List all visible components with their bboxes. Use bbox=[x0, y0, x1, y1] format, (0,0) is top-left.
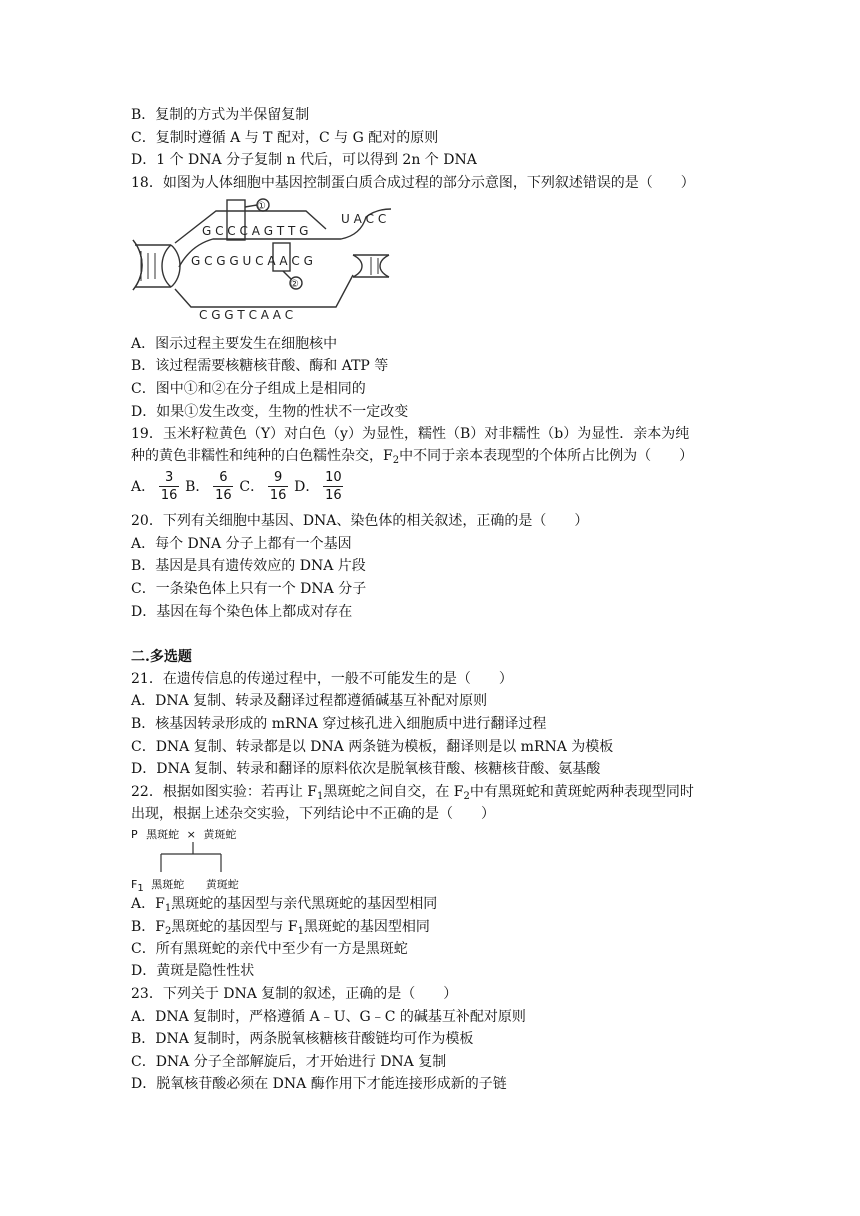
q17-option-d: D．1 个 DNA 分子复制 n 代后，可以得到 2n 个 DNA bbox=[131, 152, 477, 168]
q22-parent2: 黄斑蛇 bbox=[203, 828, 237, 841]
q18-transcription-diagram bbox=[131, 195, 396, 330]
q20-option-c: C．一条染色体上只有一个 DNA 分子 bbox=[131, 581, 367, 597]
q23-option-d: D．脱氧核苷酸必须在 DNA 酶作用下才能连接形成新的子链 bbox=[131, 1076, 507, 1092]
q22-option-d: D．黄斑是隐性性状 bbox=[131, 963, 255, 979]
q21-option-b: B．核基因转录形成的 mRNA 穿过核孔进入细胞质中进行翻译过程 bbox=[131, 716, 547, 732]
q18-option-d: D．如果①发生改变，生物的性状不一定改变 bbox=[131, 404, 409, 420]
q23-option-b: B．DNA 复制时，两条脱氧核糖核苷酸链均可作为模板 bbox=[131, 1031, 474, 1047]
q19-options bbox=[131, 466, 349, 506]
q22-option-c: C．所有黑斑蛇的亲代中至少有一方是黑斑蛇 bbox=[131, 941, 408, 957]
q18-bottom-strand: C G G T C A A C bbox=[199, 308, 294, 322]
q18-stem: 18．如图为人体细胞中基因控制蛋白质合成过程的部分示意图，下列叙述错误的是（ ） bbox=[131, 175, 695, 191]
q18-option-b: B．该过程需要核糖核苷酸、酶和 ATP 等 bbox=[131, 358, 389, 374]
q22-p-label: P bbox=[131, 828, 138, 841]
q18-top-strand: G C C C A G T T G bbox=[202, 224, 309, 238]
q23-option-c: C．DNA 分子全部解旋后，才开始进行 DNA 复制 bbox=[131, 1054, 447, 1070]
q22-cross-lines bbox=[131, 840, 241, 874]
q22-option-b: B．$F_2$黑斑蛇的基因型与 $F_1$黑斑蛇的基因型相同 bbox=[131, 919, 430, 937]
q20-option-a: A．每个 DNA 分子上都有一个基因 bbox=[131, 536, 352, 552]
q18-top-tail: U A C C bbox=[341, 212, 387, 226]
section-heading: 二.多选题 bbox=[131, 649, 192, 665]
q19-option-b-label: B． bbox=[185, 479, 210, 495]
q17-option-b: B．复制的方式为半保留复制 bbox=[131, 107, 310, 123]
q18-option-c: C．图中①和②在分子组成上是相同的 bbox=[131, 381, 366, 397]
q22-stem-line1: 22．根据如图实验：若再让 $F_1$黑斑蛇之间自交，在 $F_2$中有黑斑蛇和黄斑蛇两种表现型同时 bbox=[131, 784, 694, 802]
q22-child1: 黑斑蛇 bbox=[151, 878, 185, 891]
q19-option-c-fraction: $\frac{9}{16}$ bbox=[269, 469, 287, 503]
q22-f1-label: $F_1$ bbox=[131, 878, 144, 894]
q18-marker-1: ① bbox=[257, 201, 266, 212]
q19-option-d-label: D． bbox=[294, 479, 320, 495]
q21-option-a: A．DNA 复制、转录及翻译过程都遵循碱基互补配对原则 bbox=[131, 693, 488, 709]
q17-option-c: C．复制时遵循 A 与 T 配对，C 与 G 配对的原则 bbox=[131, 130, 439, 146]
q19-stem-line1: 19．玉米籽粒黄色（Y）对白色（y）为显性，糯性（B）对非糯性（b）为显性．亲本为纯 bbox=[131, 426, 690, 442]
q18-rna-strand: G C G G U C A A C G bbox=[191, 254, 313, 268]
q21-option-c: C．DNA 复制、转录都是以 DNA 两条链为模板，翻译则是以 mRNA 为模板 bbox=[131, 739, 614, 755]
q22-stem-line2: 出现，根据上述杂交实验，下列结论中不正确的是（ ） bbox=[131, 806, 495, 822]
q21-option-d: D．DNA 复制、转录和翻译的原料依次是脱氧核苷酸、核糖核苷酸、氨基酸 bbox=[131, 761, 601, 777]
q19-stem-line2: 种的黄色非糯性和纯种的白色糯性杂交，$F_2$中不同于亲本表现型的个体所占比例为（ ） bbox=[131, 448, 694, 466]
q20-stem: 20．下列有关细胞中基因、DNA、染色体的相关叙述，正确的是（ ） bbox=[131, 513, 589, 529]
q21-stem: 21．在遗传信息的传递过程中，一般不可能发生的是（ ） bbox=[131, 671, 513, 687]
q19-option-b-fraction: $\frac{6}{16}$ bbox=[215, 469, 232, 503]
q22-cross-symbol: × bbox=[186, 828, 196, 841]
q20-option-d: D．基因在每个染色体上都成对存在 bbox=[131, 604, 353, 620]
q22-cross-diagram bbox=[131, 826, 241, 892]
q23-option-a: A．DNA 复制时，严格遵循 A﹣U、G﹣C 的碱基互补配对原则 bbox=[131, 1009, 526, 1025]
q19-option-c-label: C． bbox=[239, 479, 265, 495]
q22-option-a: A．$F_1$黑斑蛇的基因型与亲代黑斑蛇的基因型相同 bbox=[131, 896, 438, 914]
q18-option-a: A．图示过程主要发生在细胞核中 bbox=[131, 336, 338, 352]
q23-stem: 23．下列关于 DNA 复制的叙述，正确的是（ ） bbox=[131, 986, 458, 1002]
q19-option-a-label: A． bbox=[131, 479, 156, 495]
q18-marker-2: ② bbox=[290, 279, 299, 290]
q20-option-b: B．基因是具有遗传效应的 DNA 片段 bbox=[131, 558, 366, 574]
q22-parent1: 黑斑蛇 bbox=[146, 828, 180, 841]
q19-option-a-fraction: $\frac{3}{16}$ bbox=[160, 469, 178, 503]
q22-child2: 黄斑蛇 bbox=[205, 878, 239, 891]
q19-option-d-fraction: $\frac{10}{16}$ bbox=[325, 469, 342, 503]
